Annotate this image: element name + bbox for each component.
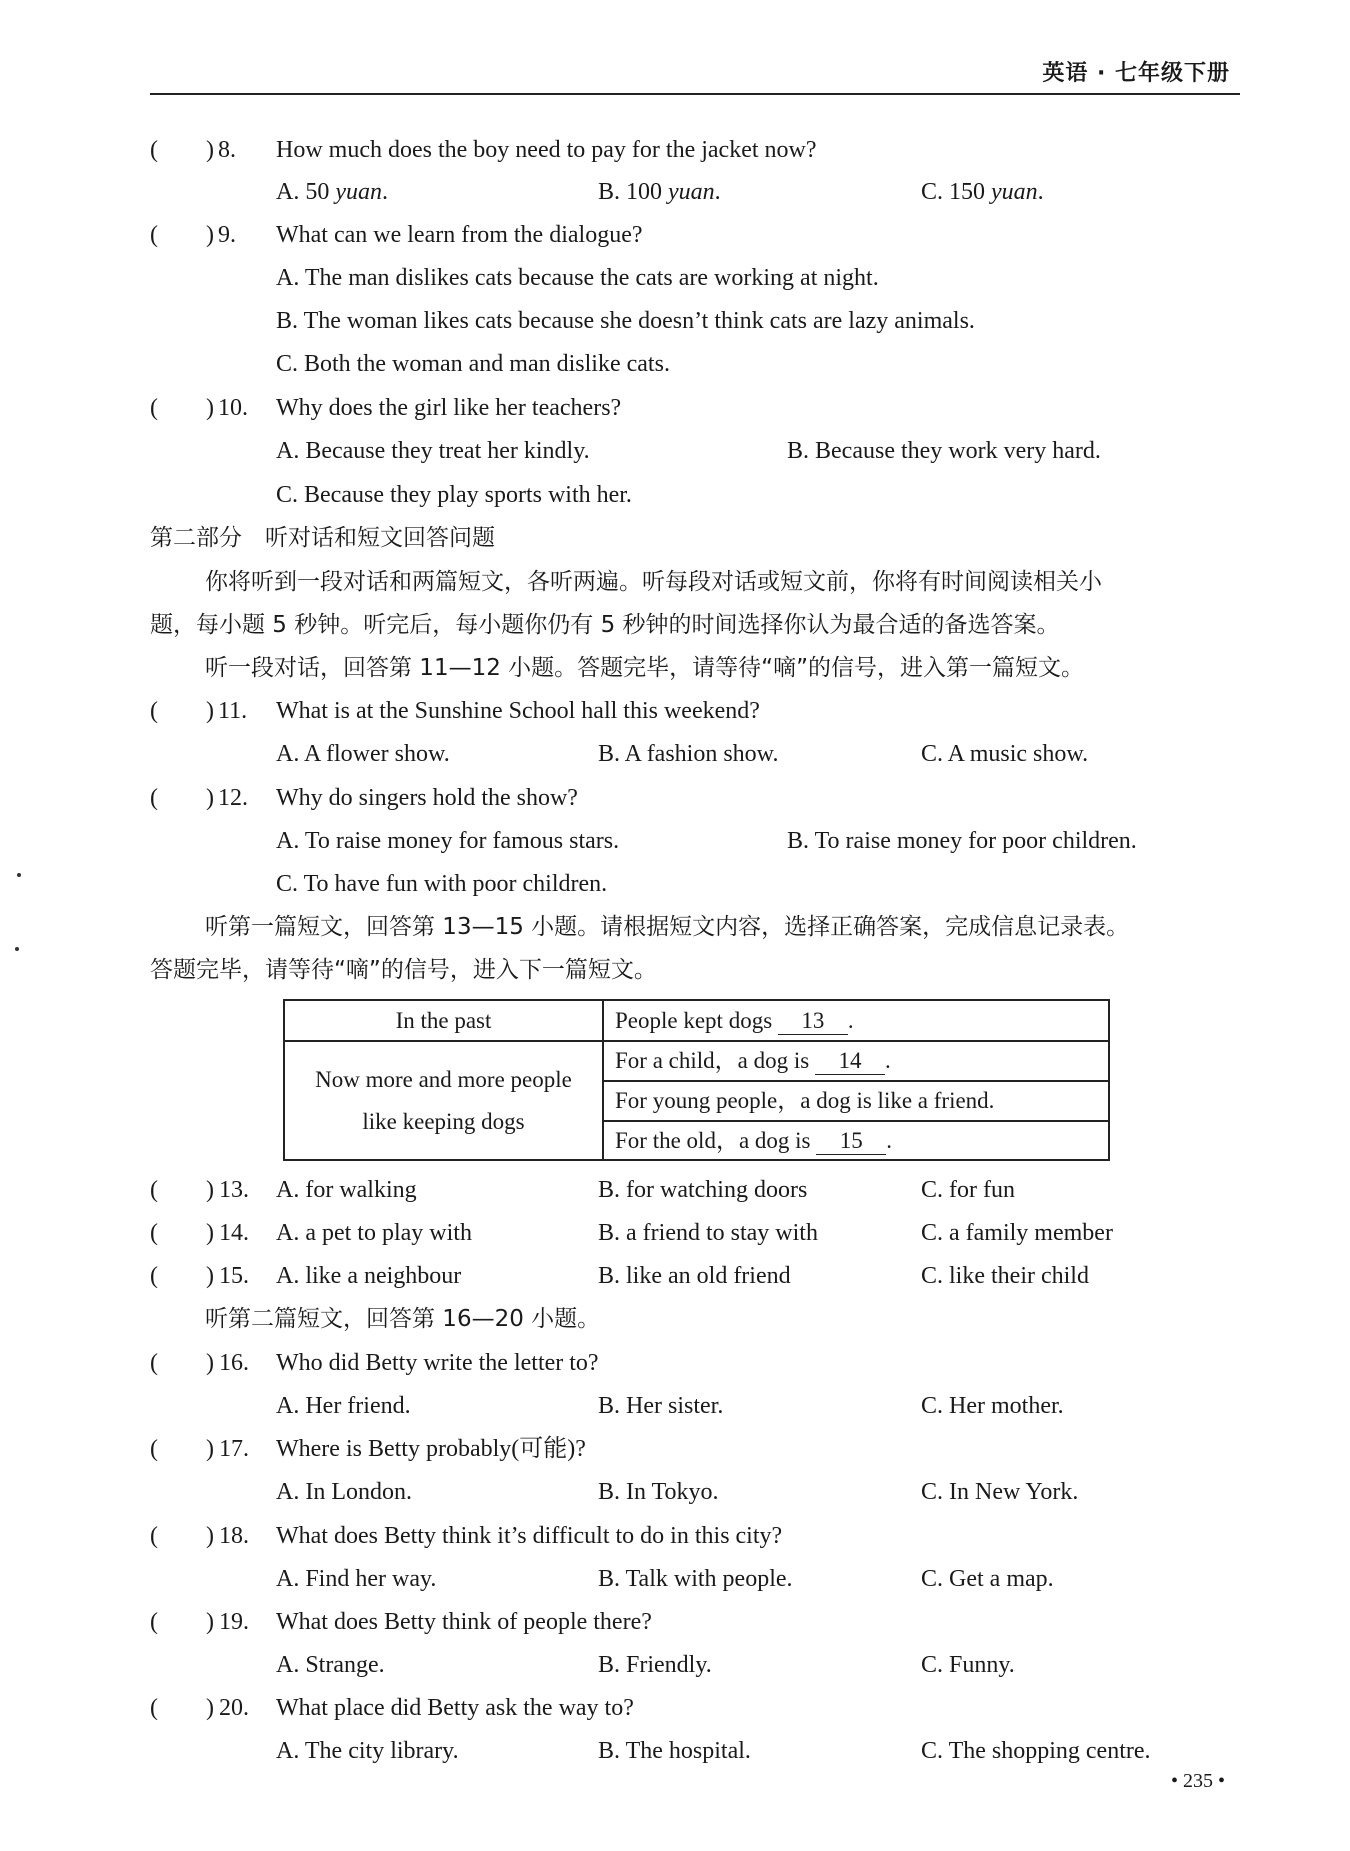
question-15 <box>0 1260 1350 1292</box>
answer-bracket[interactable]: ( ) <box>150 222 214 248</box>
option-a: A. In London. <box>276 1479 412 1505</box>
intro-text: 题，每小题 5 秒钟。听完后，每小题你仍有 5 秒钟的时间选择你认为最合适的备选答案。 <box>150 612 1060 638</box>
option-c: C. In New York. <box>921 1479 1079 1505</box>
question-19-options <box>0 1649 1350 1681</box>
passage1-instruction-1 <box>0 911 1350 943</box>
question-text: How much does the boy need to pay for the jacket now? <box>276 137 817 163</box>
option-c: C. for fun <box>921 1177 1015 1203</box>
page-header-title: 英语 · 七年级下册 <box>1042 61 1230 86</box>
option-a: A. Find her way. <box>276 1566 437 1592</box>
table-cell-child <box>615 1042 891 1080</box>
question-16 <box>0 1347 1350 1379</box>
question-number: 17. <box>219 1436 249 1462</box>
cell-text: Now more and more people <box>315 1067 572 1092</box>
info-record-table <box>283 999 1110 1161</box>
passage1-instruction-2 <box>0 954 1350 986</box>
option-c: C. a family member <box>921 1220 1113 1246</box>
margin-dot <box>15 947 19 951</box>
question-number: 9. <box>218 222 236 248</box>
question-number: 13. <box>219 1177 249 1203</box>
question-number: 10. <box>218 395 248 421</box>
option-c: C. To have fun with poor children. <box>276 871 608 897</box>
question-text: Why does the girl like her teachers? <box>276 395 622 421</box>
question-number: 12. <box>218 785 248 811</box>
cell-period: . <box>886 1128 892 1153</box>
option-a: A. 50 yuan. <box>276 179 388 205</box>
answer-bracket[interactable]: ( ) <box>150 1695 214 1721</box>
answer-bracket[interactable]: ( ) <box>150 1220 214 1246</box>
instruction-text: 听第一篇短文，回答第 13—15 小题。请根据短文内容，选择正确答案，完成信息记录表。 <box>205 914 1130 940</box>
table-cell-past-detail <box>615 1002 854 1040</box>
answer-bracket[interactable]: ( ) <box>150 698 214 724</box>
option-b: B. for watching doors <box>598 1177 808 1203</box>
question-number: 16. <box>219 1350 249 1376</box>
question-17-options <box>0 1476 1350 1508</box>
option-b: B. Her sister. <box>598 1393 724 1419</box>
option-b: B. a friend to stay with <box>598 1220 818 1246</box>
passage2-instruction <box>0 1303 1350 1335</box>
option-a: A. Strange. <box>276 1652 385 1678</box>
option-a: A. for walking <box>276 1177 417 1203</box>
question-number: 18. <box>219 1523 249 1549</box>
option-c: C. A music show. <box>921 741 1089 767</box>
question-text: Why do singers hold the show? <box>276 785 578 811</box>
question-19 <box>0 1606 1350 1638</box>
cell-text: like keeping dogs <box>362 1109 525 1134</box>
question-20 <box>0 1692 1350 1724</box>
table-cell-young: For young people，a dog is like a friend. <box>615 1088 995 1113</box>
question-9-option-c <box>0 348 1350 380</box>
question-number: 11. <box>218 698 248 724</box>
option-c: C. Get a map. <box>921 1566 1054 1592</box>
question-number: 8. <box>218 137 236 163</box>
part2-title: 第二部分 听对话和短文回答问题 <box>150 525 495 551</box>
option-a: A. Because they treat her kindly. <box>276 438 590 464</box>
page-number: • 235 • <box>1170 1770 1225 1792</box>
question-text: What is at the Sunshine School hall this weekend? <box>276 698 760 724</box>
question-10-option-c <box>0 479 1350 511</box>
question-text: What does Betty think it’s difficult to do in this city? <box>276 1523 783 1549</box>
question-text: What place did Betty ask the way to? <box>276 1695 634 1721</box>
option-a: A. Her friend. <box>276 1393 411 1419</box>
option-c: C. Funny. <box>921 1652 1015 1678</box>
question-8-options <box>0 176 1350 208</box>
question-9 <box>0 219 1350 251</box>
answer-bracket[interactable]: ( ) <box>150 137 214 163</box>
question-text: What can we learn from the dialogue? <box>276 222 643 248</box>
intro-text: 你将听到一段对话和两篇短文，各听两遍。听每段对话或短文前，你将有时间阅读相关小 <box>205 569 1102 595</box>
option-b: B. 100 yuan. <box>598 179 721 205</box>
answer-bracket[interactable]: ( ) <box>150 395 214 421</box>
question-14 <box>0 1217 1350 1249</box>
question-17 <box>0 1433 1350 1465</box>
option-a: A. The city library. <box>276 1738 459 1764</box>
question-text: What does Betty think of people there? <box>276 1609 652 1635</box>
option-c: C. Because they play sports with her. <box>276 482 632 508</box>
answer-bracket[interactable]: ( ) <box>150 785 214 811</box>
option-c: C. 150 yuan. <box>921 179 1044 205</box>
cell-period: . <box>884 1048 891 1073</box>
option-c: C. like their child <box>921 1263 1089 1289</box>
option-b: B. The woman likes cats because she doesn’t think cats are lazy animals. <box>276 308 975 334</box>
question-18 <box>0 1520 1350 1552</box>
answer-bracket[interactable]: ( ) <box>150 1263 214 1289</box>
option-a: A. a pet to play with <box>276 1220 472 1246</box>
answer-bracket[interactable]: ( ) <box>150 1609 214 1635</box>
question-10 <box>0 392 1350 424</box>
option-b: B. Because they work very hard. <box>787 438 1101 464</box>
cell-text: People kept dogs <box>615 1008 773 1033</box>
question-11 <box>0 695 1350 727</box>
part2-intro-line2 <box>0 609 1350 641</box>
currency-unit: yuan <box>991 179 1038 205</box>
option-c: C. The shopping centre. <box>921 1738 1151 1764</box>
currency-unit: yuan <box>335 179 382 205</box>
question-11-options <box>0 738 1350 770</box>
question-number: 19. <box>219 1609 249 1635</box>
answer-bracket[interactable]: ( ) <box>150 1177 214 1203</box>
option-a: A. The man dislikes cats because the cats are working at night. <box>276 265 879 291</box>
section-title <box>0 522 1350 554</box>
option-c: C. Her mother. <box>921 1393 1064 1419</box>
option-b: B. like an old friend <box>598 1263 791 1289</box>
option-b: B. To raise money for poor children. <box>787 828 1137 854</box>
table-cell-now <box>285 1059 602 1143</box>
question-number: 20. <box>219 1695 249 1721</box>
option-a: A. A flower show. <box>276 741 450 767</box>
table-cell-past: In the past <box>395 1008 492 1033</box>
question-number: 15. <box>219 1263 249 1289</box>
question-12-option-c <box>0 868 1350 900</box>
blank-15[interactable]: 15 <box>816 1128 886 1155</box>
cell-text: For a child，a dog is <box>615 1048 810 1073</box>
question-10-options-ab <box>0 435 1350 467</box>
blank-13[interactable]: 13 <box>778 1008 848 1035</box>
question-13 <box>0 1174 1350 1206</box>
option-c: C. Both the woman and man dislike cats. <box>276 351 670 377</box>
part2-intro-line1 <box>0 566 1350 598</box>
table-cell-old <box>615 1122 892 1160</box>
question-9-option-a <box>0 262 1350 294</box>
currency-unit: yuan <box>668 179 715 205</box>
option-b: B. In Tokyo. <box>598 1479 719 1505</box>
question-12-options-ab <box>0 825 1350 857</box>
cell-text: For the old，a dog is <box>615 1128 811 1153</box>
answer-bracket[interactable]: ( ) <box>150 1350 214 1376</box>
question-8 <box>0 134 1350 166</box>
question-9-option-b <box>0 305 1350 337</box>
question-20-options <box>0 1735 1350 1767</box>
question-18-options <box>0 1563 1350 1595</box>
blank-14[interactable]: 14 <box>815 1048 885 1075</box>
answer-bracket[interactable]: ( ) <box>150 1523 214 1549</box>
instruction-text: 听一段对话，回答第 11—12 小题。答题完毕，请等待“嘀”的信号，进入第一篇短文。 <box>205 655 1084 681</box>
question-text: Where is Betty probably(可能)? <box>276 1436 586 1462</box>
option-b: B. Friendly. <box>598 1652 712 1678</box>
instruction-text: 答题完毕，请等待“嘀”的信号，进入下一篇短文。 <box>150 957 657 983</box>
dialogue-instruction <box>0 652 1350 684</box>
question-text: Who did Betty write the letter to? <box>276 1350 599 1376</box>
instruction-text: 听第二篇短文，回答第 16—20 小题。 <box>205 1306 601 1332</box>
question-number: 14. <box>219 1220 249 1246</box>
option-b: B. The hospital. <box>598 1738 751 1764</box>
question-16-options <box>0 1390 1350 1422</box>
margin-dot <box>17 873 21 877</box>
cell-period: . <box>847 1008 854 1033</box>
option-b: B. Talk with people. <box>598 1566 793 1592</box>
option-b: B. A fashion show. <box>598 741 779 767</box>
header-rule <box>150 93 1240 95</box>
option-a: A. like a neighbour <box>276 1263 462 1289</box>
answer-bracket[interactable]: ( ) <box>150 1436 214 1462</box>
option-a: A. To raise money for famous stars. <box>276 828 620 854</box>
question-12 <box>0 782 1350 814</box>
